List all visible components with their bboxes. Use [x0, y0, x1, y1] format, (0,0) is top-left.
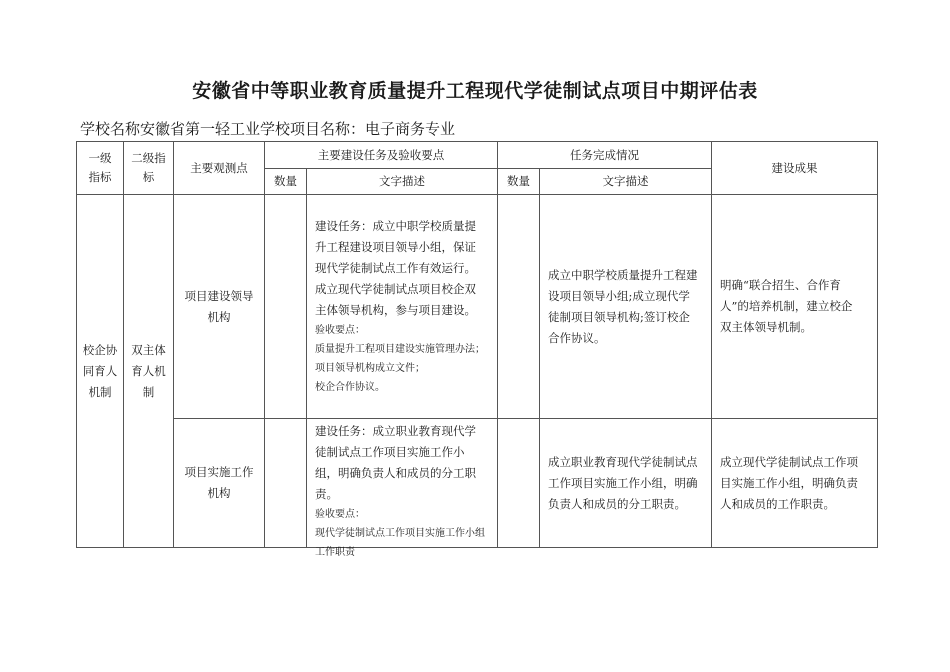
task-quantity — [265, 419, 307, 548]
evaluation-table — [76, 141, 878, 558]
completion-text: 成立中职学校质量提升工程建 设项目领导小组;成立现代学 徒制项目领导机构;签订校企 合作协议。 — [548, 267, 698, 345]
table-row — [77, 419, 878, 548]
completion-description — [540, 195, 712, 419]
accept-label: 验收要点： — [315, 509, 365, 520]
header-level2: 二级指 标 — [124, 142, 174, 195]
header-text-desc: 文字描述 — [307, 169, 498, 195]
task-description — [307, 195, 498, 419]
school-project-line: 学校名称安徽省第一轻工业学校项目名称：电子商务专业 — [80, 120, 456, 138]
header-tasks-group: 主要建设任务及验收要点 — [265, 142, 498, 169]
task-line: 建设任务：成立职业教育现代学 — [315, 424, 476, 438]
page-title: 安徽省中等职业教育质量提升工程现代学徒制试点项目中期评估表 — [192, 80, 758, 102]
task-line: 成立现代学徒制试点项目校企双 — [315, 282, 476, 296]
completion-quantity — [498, 195, 540, 419]
task-line: 升工程建设项目领导小组，保证 — [315, 240, 476, 254]
header-observation: 主要观测点 — [174, 142, 265, 195]
accept-line: 质量提升工程项目建设实施管理办法； — [315, 344, 485, 355]
header-level1: 一级 指标 — [77, 142, 124, 195]
task-line: 建设任务：成立中职学校质量提 — [315, 219, 476, 233]
result-text: 明确“联合招生、合作育 人”的培养机制，建立校企 双主体领导机制。 — [720, 278, 853, 334]
header-text-desc-completion: 文字描述 — [540, 169, 712, 195]
header-completion-group: 任务完成情况 — [498, 142, 712, 169]
accept-line: 现代学徒制试点工作项目实施工作小组 — [315, 528, 485, 539]
completion-description — [540, 419, 712, 548]
task-line: 责。 — [315, 487, 338, 501]
accept-line: 工作职责 — [315, 547, 355, 558]
level1-indicator: 校企协 同育人 机制 — [77, 195, 124, 548]
accept-line: 项目领导机构成立文件； — [315, 363, 425, 374]
header-quantity: 数量 — [265, 169, 307, 195]
task-line: 现代学徒制试点工作有效运行。 — [315, 261, 476, 275]
completion-quantity — [498, 419, 540, 548]
header-quantity-completion: 数量 — [498, 169, 540, 195]
accept-label: 验收要点： — [315, 325, 365, 336]
result-text: 成立现代学徒制试点工作项 目实施工作小组，明确负责 人和成员的工作职责。 — [720, 454, 858, 511]
observation-point: 项目实施工作 机构 — [174, 419, 265, 548]
task-line: 组，明确负责人和成员的分工职 — [315, 466, 476, 480]
header-results: 建设成果 — [712, 142, 878, 195]
task-line: 主体领导机构，参与项目建设。 — [315, 303, 476, 317]
completion-text: 成立职业教育现代学徒制试点 工作项目实施工作小组，明确 负责人和成员的分工职责。 — [548, 454, 698, 511]
construction-result — [712, 195, 878, 419]
task-description — [307, 419, 498, 558]
level2-indicator: 双主体 育人机 制 — [124, 195, 174, 548]
task-line: 徒制试点工作项目实施工作小 — [315, 445, 465, 459]
accept-line: 校企合作协议。 — [315, 382, 385, 393]
observation-point: 项目建设领导 机构 — [174, 195, 265, 419]
task-quantity — [265, 195, 307, 419]
construction-result — [712, 419, 878, 548]
table-row — [77, 195, 878, 419]
